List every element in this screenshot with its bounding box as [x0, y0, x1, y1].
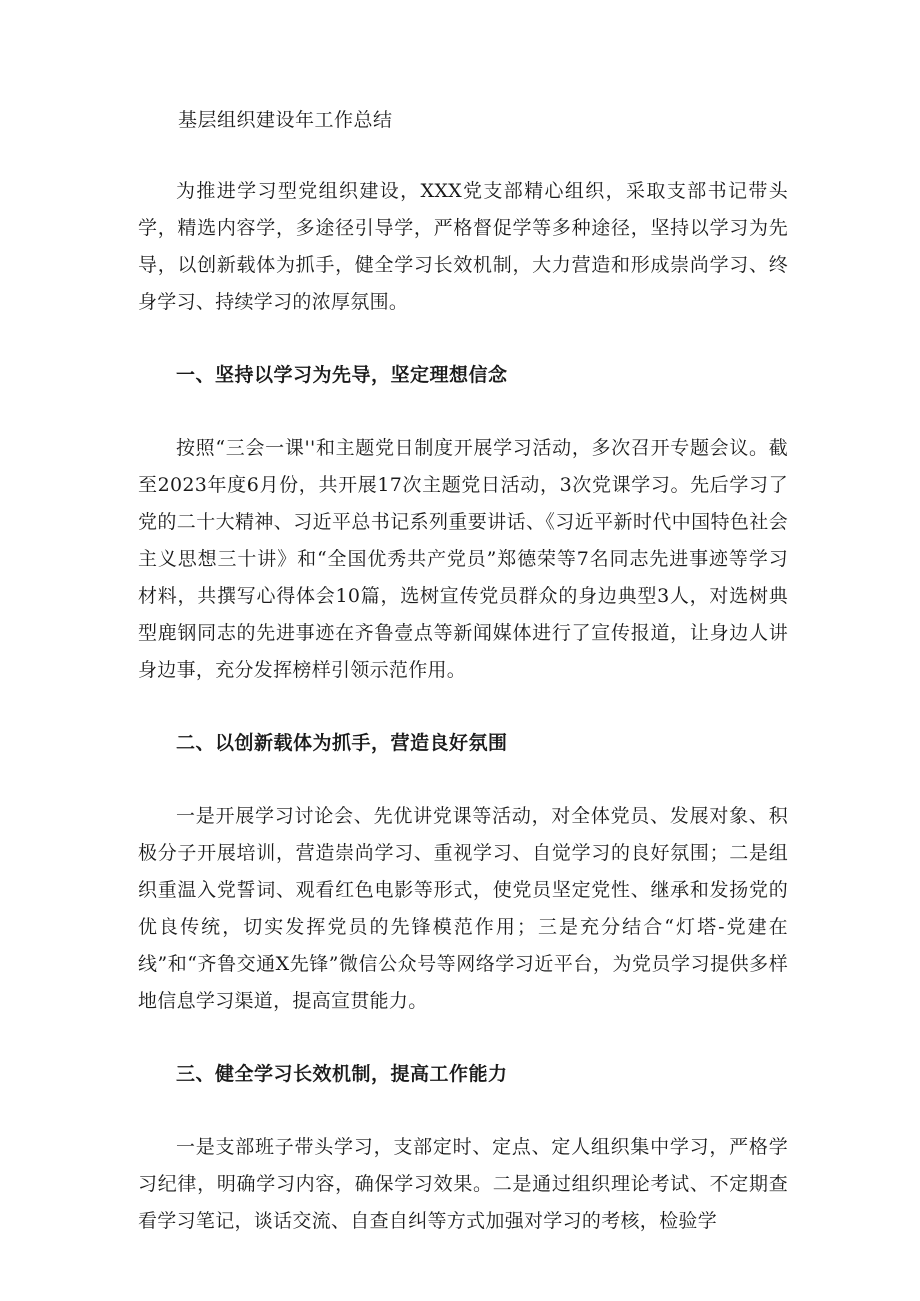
spacer [138, 321, 788, 357]
section-paragraph-3: 一是支部班子带头学习，支部定时、定点、定人组织集中学习，严格学习纪律，明确学习内容，确保学习效果。二是通过组织理论考试、不定期查看学习笔记，谈话交流、自查自纠等方式加强对学习的考核，检验学 [138, 1136, 788, 1232]
spacer [138, 140, 788, 173]
section-heading-3: 三、健全学习长效机制，提高工作能力 [176, 1063, 508, 1085]
section-paragraph-1: 按照“三会一课''和主题党日制度开展学习活动，多次召开专题会议。截至2023年度6月份，共开展17次主题党日活动，3次党课学习。先后学习了党的二十大精神、习近平总书记系列重要讲话、《习近平新时代中国特色社会主义思想三十讲》和“全国优秀共产党员”郑德荣等7名同志先进事迹等学习材料，共撰写心得体会10篇，选树宣传党员群众的身边典型3人，对选树典型鹿钢同志的先进事迹在齐鲁壹点等新闻媒体进行了宣传报道，让身边人讲身边事，充分发挥榜样引领示范作用。 [138, 437, 788, 681]
document-title: 基层组织建设年工作总结 [178, 109, 393, 131]
spacer [138, 394, 788, 430]
spacer [138, 689, 788, 725]
section-heading-1: 一、坚持以学习为先导，坚定理想信念 [176, 364, 508, 386]
section-paragraph-2: 一是开展学习讨论会、先优讲党课等活动，对全体党员、发展对象、积极分子开展培训，营造崇尚学习、重视学习、自觉学习的良好氛围；二是组织重温入党誓词、观看红色电影等形式，使党员坚定党性、继承和发扬党的优良传统，切实发挥党员的先锋模范作用；三是充分结合“灯塔-党建在线”和“齐鲁交通X先锋”微信公众号等网络学习近平台，为党员学习提供多样地信息学习渠道，提高宣贯能力。 [138, 805, 788, 1012]
section-heading-2: 二、以创新载体为抓手，营造良好氛围 [176, 732, 508, 754]
spacer [138, 1020, 788, 1056]
document-body [138, 100, 788, 1240]
intro-paragraph: 为推进学习型党组织建设，XXX党支部精心组织，采取支部书记带头学，精选内容学，多途径引导学，严格督促学等多种途径，坚持以学习为先导，以创新载体为抓手，健全学习长效机制，大力营造和形成崇尚学习、终身学习、持续学习的浓厚氛围。 [138, 180, 788, 313]
spacer [138, 1093, 788, 1129]
spacer [138, 762, 788, 798]
